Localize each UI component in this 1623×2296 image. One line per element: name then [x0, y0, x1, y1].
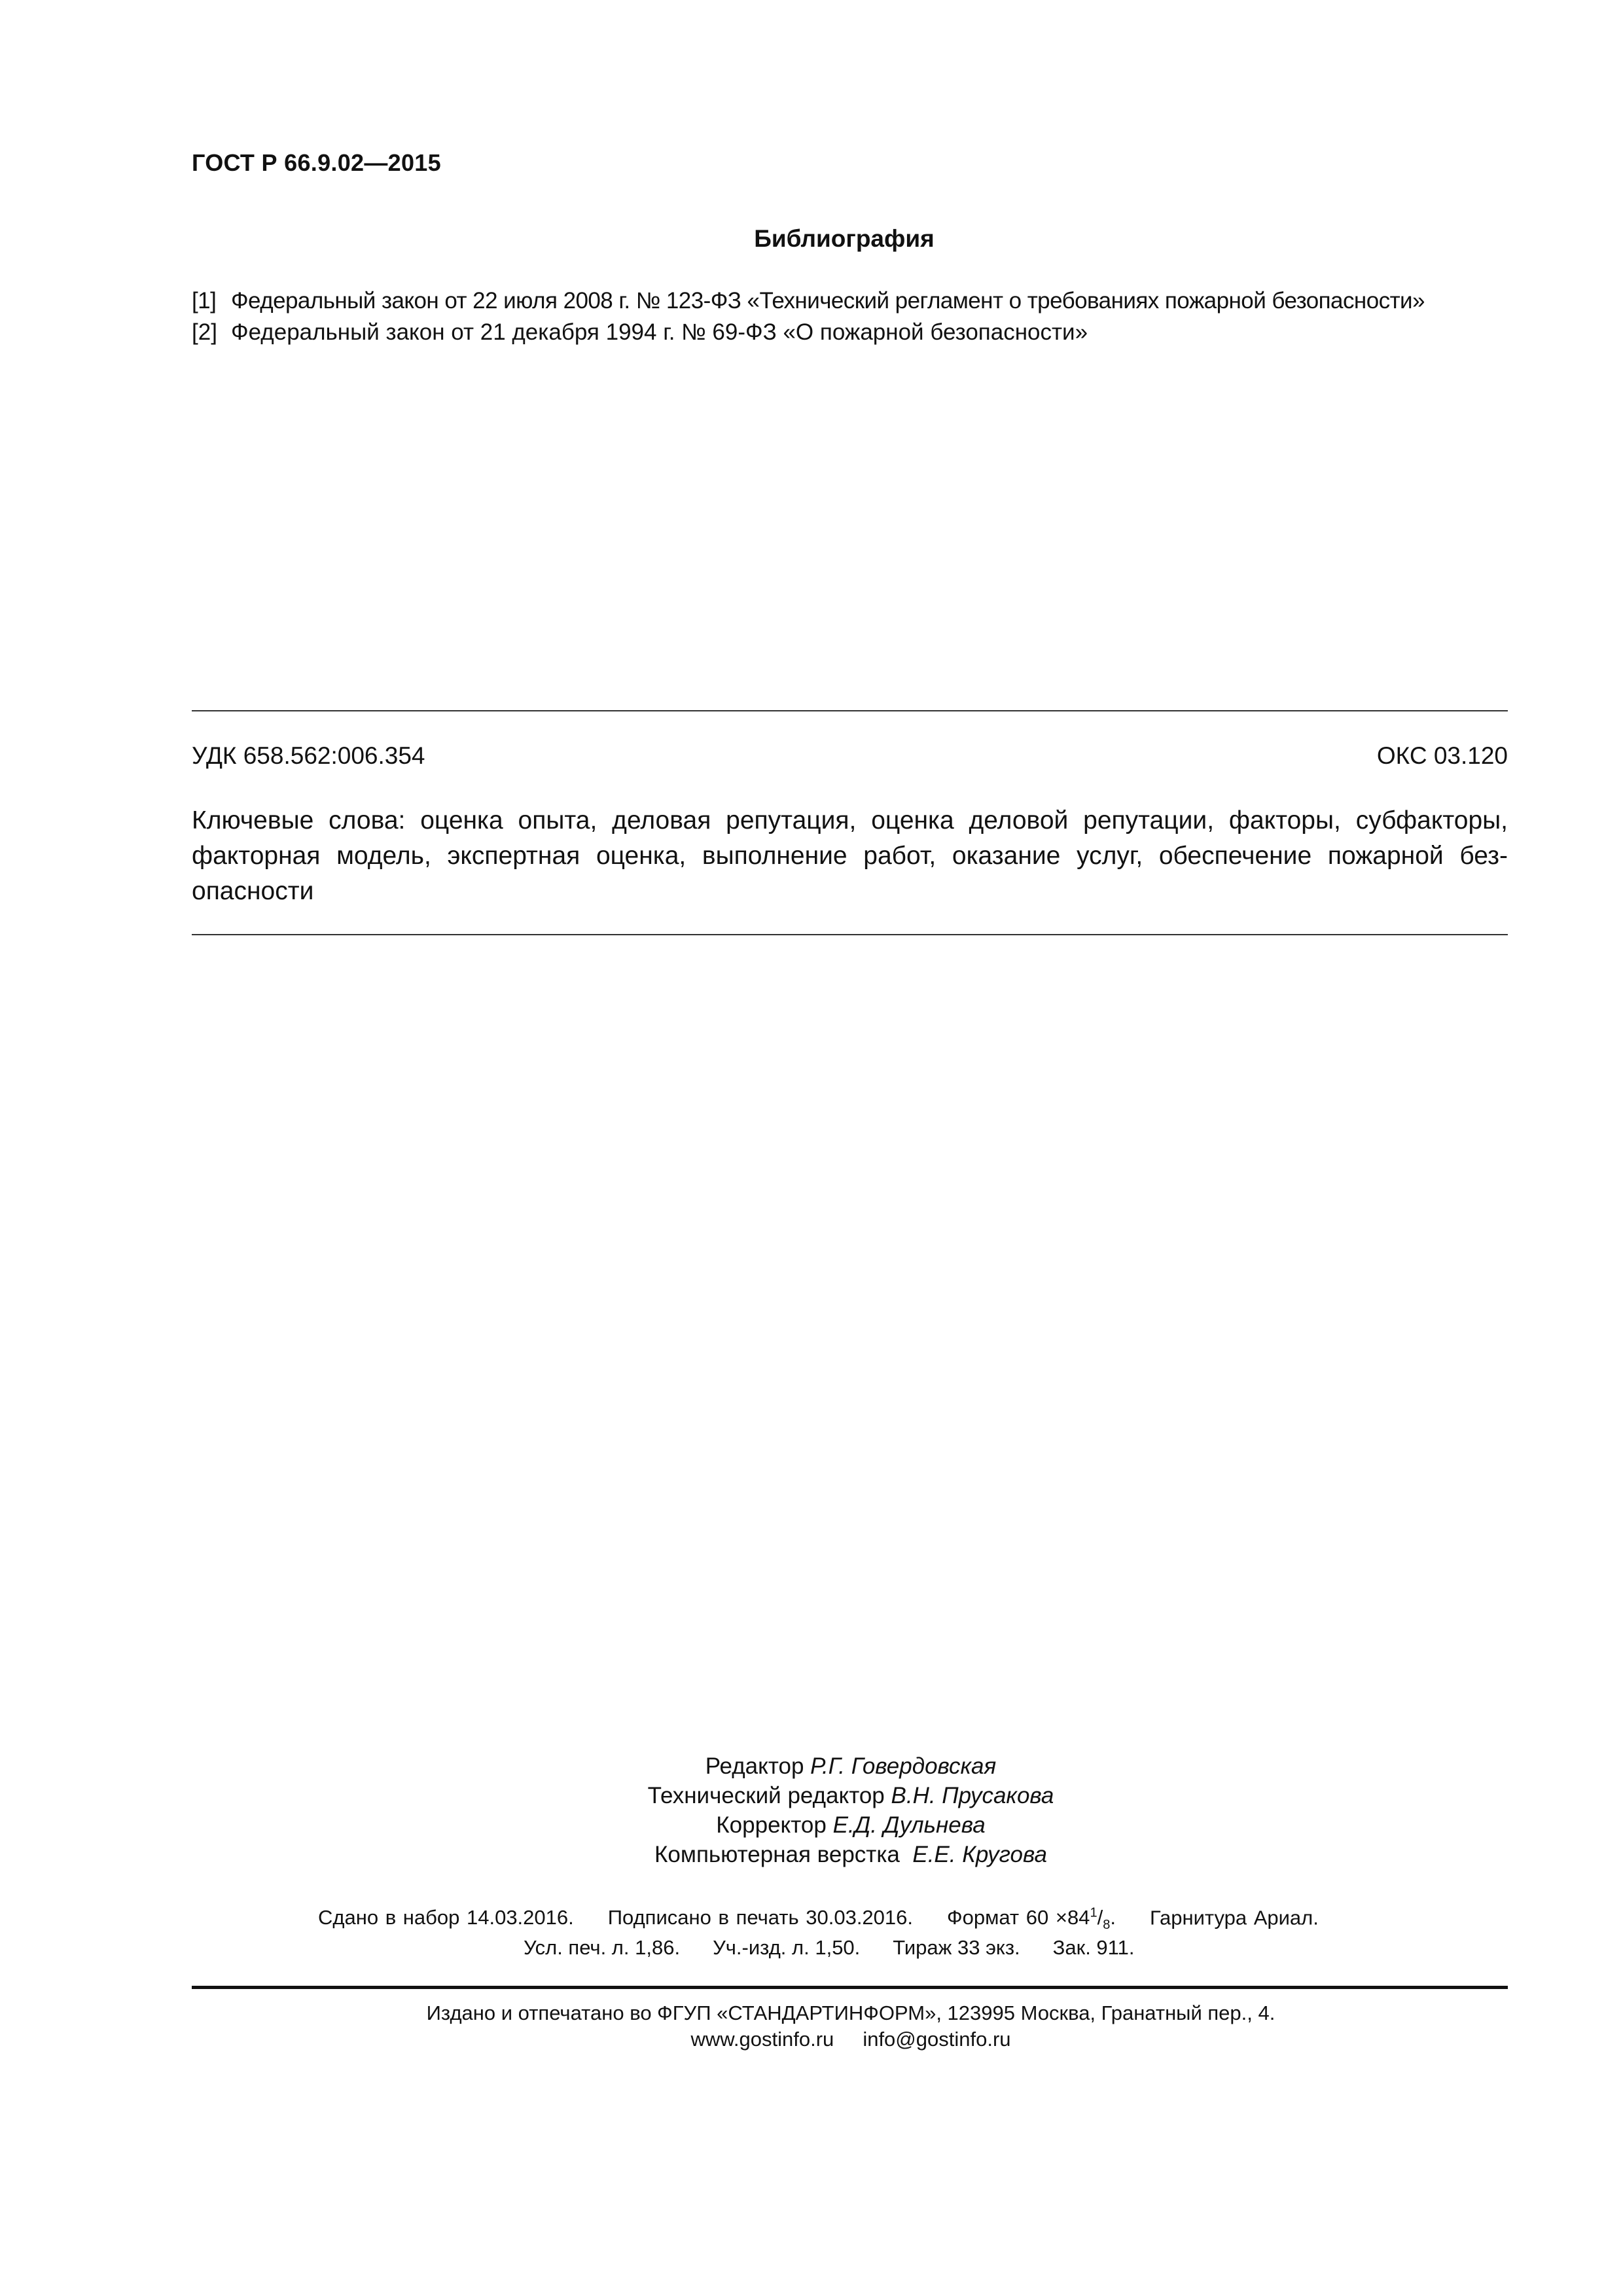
publication-sheets: Уч.-изд. л. 1,50.	[713, 1936, 861, 1959]
credit-corrector	[0, 1810, 1623, 1840]
credit-name: Е.Е. Кругова	[912, 1842, 1047, 1867]
bibliography-item	[192, 288, 1425, 314]
keywords-line: Ключевые слова: оценка опыта, деловая репутация, оценка деловой репутации, факторы, субфакторы,	[192, 806, 1508, 834]
credits-block	[0, 1751, 1623, 1869]
print-format-suffix: .	[1110, 1906, 1116, 1929]
credit-name: Р.Г. Говердовская	[810, 1753, 997, 1779]
bibliography-item-text: Федеральный закон от 22 июля 2008 г. № 123-ФЗ «Технический регламент о требованиях пожарной безопасности»	[231, 288, 1425, 314]
print-format-sup: 1	[1090, 1906, 1097, 1920]
credit-label: Технический редактор	[647, 1783, 885, 1808]
print-format-sub: 8	[1103, 1918, 1111, 1933]
bibliography-item-text: Федеральный закон от 21 декабря 1994 г. № 69-ФЗ «О пожарной безопасности»	[231, 319, 1088, 345]
print-sheets: Усл. печ. л. 1,86.	[524, 1936, 681, 1959]
print-circulation: Тираж 33 экз.	[893, 1936, 1020, 1959]
publisher-email-link[interactable]: info@gostinfo.ru	[863, 2028, 1011, 2051]
divider-middle	[192, 934, 1508, 935]
print-format	[947, 1906, 1116, 1933]
print-signed: Подписано в печать 30.03.2016.	[607, 1906, 914, 1929]
publisher-website-link[interactable]: www.gostinfo.ru	[690, 2028, 834, 2051]
print-format-slash: /	[1097, 1906, 1103, 1929]
bibliography-item-number: [1]	[192, 288, 217, 314]
credit-editor	[0, 1751, 1623, 1781]
divider-bottom	[192, 1986, 1508, 1989]
credit-name: В.Н. Прусакова	[891, 1783, 1054, 1808]
publisher-contacts	[0, 2028, 1623, 2051]
keywords-paragraph	[192, 803, 1508, 909]
credit-layout	[0, 1840, 1623, 1869]
print-font: Гарнитура Ариал.	[1149, 1906, 1319, 1929]
credit-label: Корректор	[716, 1812, 827, 1838]
bibliography-title: Библиография	[754, 225, 935, 252]
bibliography-item-number: [2]	[192, 319, 217, 345]
udk-code: УДК 658.562:006.354	[192, 742, 425, 769]
divider-top	[192, 710, 1508, 711]
bibliography-item	[192, 319, 1088, 346]
print-order: Зак. 911.	[1052, 1936, 1135, 1959]
print-info-line-2	[524, 1936, 1134, 1960]
keywords-line: факторная модель, экспертная оценка, выполнение работ, оказание услуг, обеспечение пожарной без-	[192, 842, 1508, 870]
standard-code: ГОСТ Р 66.9.02—2015	[192, 149, 441, 176]
print-format-prefix: Формат 60 ×84	[947, 1906, 1090, 1929]
print-info-line-1	[318, 1906, 1319, 1933]
credit-label: Редактор	[705, 1753, 804, 1779]
credit-name: Е.Д. Дульнева	[832, 1812, 986, 1838]
credit-label: Компьютерная верстка	[654, 1842, 900, 1867]
oks-code: ОКС 03.120	[1376, 742, 1508, 769]
credit-tech-editor	[0, 1781, 1623, 1810]
keywords-line: опасности	[192, 877, 314, 905]
print-submitted: Сдано в набор 14.03.2016.	[318, 1906, 574, 1929]
publisher-line: Издано и отпечатано во ФГУП «СТАНДАРТИНФОРМ», 123995 Москва, Гранатный пер., 4.	[426, 2001, 1275, 2024]
